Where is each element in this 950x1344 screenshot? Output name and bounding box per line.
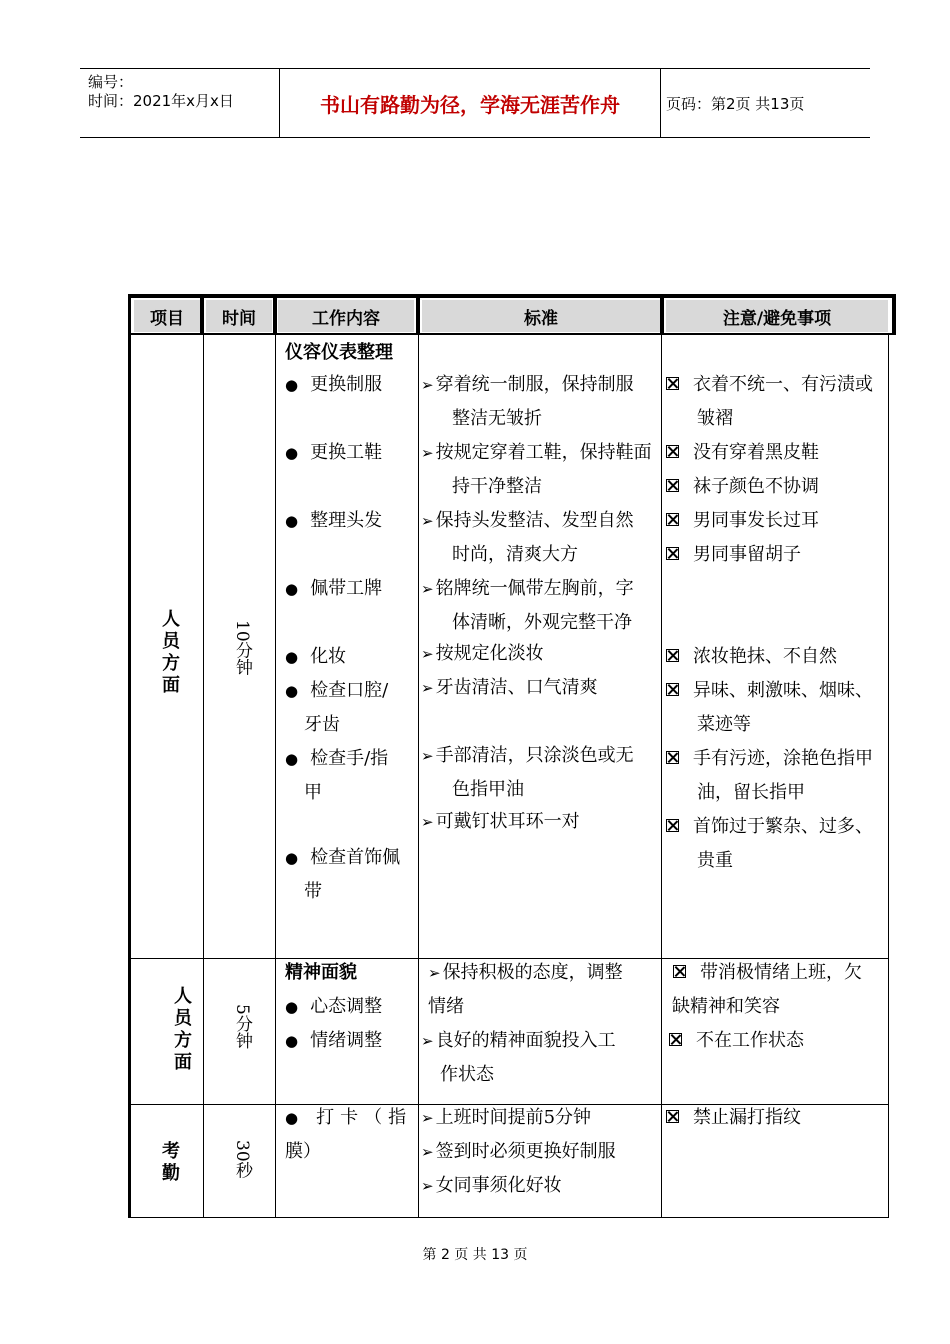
standard-item: 牙齿清洁、口气清爽 xyxy=(435,677,598,698)
note-item: 首饰过于繁杂、过多、 xyxy=(693,816,873,837)
standard-item: 穿着统一制服，保持制服 xyxy=(435,374,634,395)
checkbox-x-icon xyxy=(666,649,679,662)
arrow-icon: ➢ xyxy=(428,964,441,982)
arrow-icon: ➢ xyxy=(421,1032,434,1050)
standard-item: 手部清洁，只涂淡色或无 xyxy=(435,745,634,766)
checkbox-x-icon xyxy=(666,819,679,832)
content-item: ● 检查首饰佩 xyxy=(285,841,400,875)
content-title: 精神面貌 xyxy=(285,962,357,983)
content-item-cont: 带 xyxy=(304,881,322,902)
note-item: 带消极情绪上班，欠 xyxy=(700,962,862,983)
content-item: ● 更换制服 xyxy=(285,368,382,402)
arrow-icon: ➢ xyxy=(421,376,434,394)
content-item-cont: 甲 xyxy=(304,782,322,803)
row-item: 人员方面 xyxy=(174,986,192,1073)
col-header-content: 工作内容 xyxy=(278,300,414,332)
standard-item: 保持头发整洁、发型自然 xyxy=(435,510,634,531)
content-item: ● 检查手/指 xyxy=(285,742,388,776)
arrow-icon: ➢ xyxy=(421,1177,434,1195)
arrow-icon: ➢ xyxy=(421,444,434,462)
content-item: ● 整理头发 xyxy=(285,504,382,538)
checkbox-x-icon xyxy=(669,1033,682,1046)
content-item: ● 打卡（指 xyxy=(285,1101,412,1135)
row-item: 考勤 xyxy=(162,1141,180,1184)
content-item: ● 心态调整 xyxy=(285,990,382,1024)
content-item: ● 佩带工牌 xyxy=(285,572,382,606)
header-motto: 书山有路勤为径，学海无涯苦作舟 xyxy=(280,69,661,137)
row-time: 5分钟 xyxy=(232,1004,252,1049)
time-label: 时间：2021年x月x日 xyxy=(88,92,234,110)
standard-item-cont: 情绪 xyxy=(428,996,464,1017)
col-header-notes: 注意/避免事项 xyxy=(666,300,888,332)
note-item: 男同事留胡子 xyxy=(693,544,801,565)
row-time: 10分钟 xyxy=(232,620,252,676)
row-time: 30秒 xyxy=(232,1140,252,1179)
standard-item: 可戴钉状耳环一对 xyxy=(435,811,580,832)
standard-item: 签到时必须更换好制服 xyxy=(435,1141,616,1162)
note-item-cont: 缺精神和笑容 xyxy=(672,996,780,1017)
note-item-cont: 皱褶 xyxy=(697,408,733,429)
number-label: 编号： xyxy=(88,73,134,91)
standard-item: 铭牌统一佩带左胸前，字 xyxy=(435,578,634,599)
content-item: ● 更换工鞋 xyxy=(285,436,382,470)
arrow-icon: ➢ xyxy=(421,747,434,765)
content-item: ● 情绪调整 xyxy=(285,1024,382,1058)
standard-item-cont: 时尚，清爽大方 xyxy=(452,544,578,565)
arrow-icon: ➢ xyxy=(421,580,434,598)
header-meta xyxy=(80,69,280,137)
checkbox-x-icon xyxy=(666,683,679,696)
checkbox-x-icon xyxy=(666,547,679,560)
standard-item-cont: 色指甲油 xyxy=(452,779,524,800)
note-item: 不在工作状态 xyxy=(696,1030,804,1051)
arrow-icon: ➢ xyxy=(421,813,434,831)
standard-item: 按规定化淡妆 xyxy=(435,643,544,664)
note-item: 衣着不统一、有污渍或 xyxy=(693,374,873,395)
note-item: 没有穿着黑皮鞋 xyxy=(693,442,819,463)
page-footer: 第 2 页 共 13 页 xyxy=(422,1247,528,1263)
content-item-cont: 膜） xyxy=(285,1141,321,1162)
checkbox-x-icon xyxy=(666,479,679,492)
standard-item-cont: 持干净整洁 xyxy=(452,476,542,497)
standard-item: 上班时间提前5分钟 xyxy=(435,1107,592,1128)
content-item-cont: 牙齿 xyxy=(304,714,340,735)
row-item: 人员方面 xyxy=(162,609,180,696)
checkbox-x-icon xyxy=(666,1110,679,1123)
content-item: ● 检查口腔/ xyxy=(285,674,388,708)
note-item: 禁止漏打指纹 xyxy=(693,1107,801,1128)
standard-item: 保持积极的态度，调整 xyxy=(442,962,623,983)
checkbox-x-icon xyxy=(666,751,679,764)
checkbox-x-icon xyxy=(666,513,679,526)
checkbox-x-icon xyxy=(666,445,679,458)
note-item-cont: 菜迹等 xyxy=(697,714,751,735)
arrow-icon: ➢ xyxy=(421,1109,434,1127)
page-header xyxy=(80,68,870,138)
col-header-time: 时间 xyxy=(206,300,272,332)
content-title: 仪容仪表整理 xyxy=(285,342,393,363)
arrow-icon: ➢ xyxy=(421,1143,434,1161)
arrow-icon: ➢ xyxy=(421,645,434,663)
checkbox-x-icon xyxy=(666,377,679,390)
standard-item: 按规定穿着工鞋，保持鞋面 xyxy=(435,442,652,463)
note-item-cont: 贵重 xyxy=(697,850,733,871)
note-item: 手有污迹，涂艳色指甲 xyxy=(693,748,873,769)
col-header-standard: 标准 xyxy=(422,300,660,332)
standard-item-cont: 整洁无皱折 xyxy=(452,408,542,429)
header-page-info: 页码：第2页 共13页 xyxy=(666,94,805,113)
col-header-item: 项目 xyxy=(134,300,200,332)
arrow-icon: ➢ xyxy=(421,679,434,697)
checkbox-x-icon xyxy=(673,965,686,978)
standard-item: 良好的精神面貌投入工 xyxy=(435,1030,616,1051)
arrow-icon: ➢ xyxy=(421,512,434,530)
note-item: 男同事发长过耳 xyxy=(693,510,819,531)
note-item: 异味、刺激味、烟味、 xyxy=(693,680,873,701)
note-item-cont: 油，留长指甲 xyxy=(697,782,805,803)
note-item: 浓妆艳抹、不自然 xyxy=(693,646,837,667)
standard-item-cont: 体清晰，外观完整干净 xyxy=(452,612,632,633)
standard-item-cont: 作状态 xyxy=(440,1064,494,1085)
note-item: 袜子颜色不协调 xyxy=(693,476,819,497)
standard-item: 女同事须化好妆 xyxy=(435,1175,562,1196)
content-item: ● 化妆 xyxy=(285,640,346,674)
